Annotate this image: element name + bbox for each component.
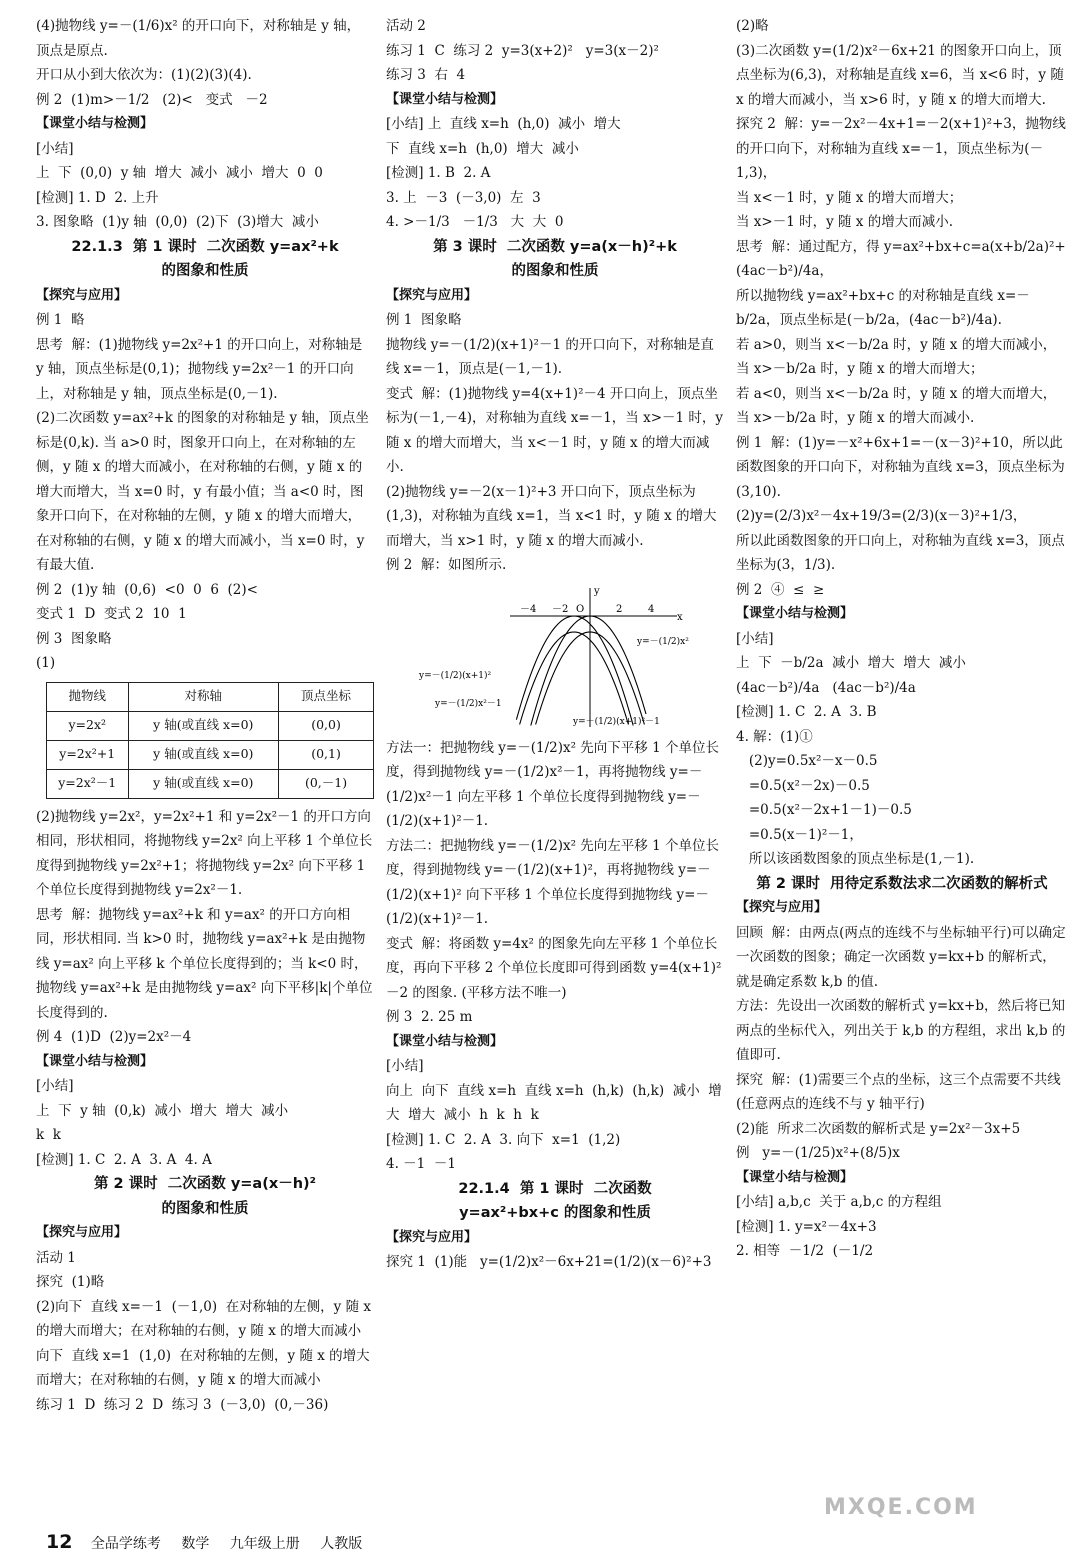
page-footer [46, 1530, 378, 1557]
answer-line: (4)抛物线 y=－(1/6)x² 的开口向下，对称轴是 y 轴， [36, 18, 361, 34]
answer-line: 例 2 ④ ≤ ≥ [736, 581, 825, 598]
watermark: MXQE.COM [824, 1495, 978, 1520]
subject: 数学 [181, 1536, 210, 1552]
lesson-title: 22.1.4 第 1 课时 二次函数 [458, 1180, 652, 1197]
answer-line: 探究 (1)略 [36, 1274, 105, 1290]
grade: 九年级上册 [229, 1536, 300, 1552]
table-cell: y 轴(或直线 x=0) [128, 711, 279, 740]
answer-line: (2)抛物线 y=－2(x－1)²+3 开口向下，顶点坐标为(1,3)，对称轴为直线 x=1，当 x<1 时，y 随 x 的增大而增大，当 x>1 时，y 随 x 的增大而减小. [386, 483, 717, 549]
lesson-title: 第 2 课时 用待定系数法求二次函数的解析式 [756, 875, 1048, 892]
lesson-title: y=ax²+bx+c 的图象和性质 [459, 1205, 651, 1221]
curve-label: y=－(1/2)(x+1)²－1 [573, 716, 660, 727]
answer-line: 探究 解：(1)需要三个点的坐标，这三个点需要不共线(任意两点的连线不与 y 轴平行) [736, 1071, 1061, 1112]
answer-line: 思考 解：抛物线 y=ax²+k 和 y=ax² 的开口方向相同，形状相同. 当 k>0 时，抛物线 y=ax²+k 是由抛物线 y=ax² 向上平移 k 个单位长度得到的；当 k<0 时，抛物线 y=ax²+k 是由抛物线 y=ax² 向下平移|k|个单位长度得到的. [36, 906, 373, 1021]
answer-line: 4. >－1/3 －1/3 大 大 0 [386, 214, 564, 230]
lesson-title: 的图象和性质 [511, 263, 599, 279]
answer-line: 变式 解：(1)抛物线 y=4(x+1)²－4 开口向上，顶点坐标为(－1,－4)，对称轴为直线 x=－1，当 x>－1 时，y 随 x 的增大而增大，当 x<－1 时，y 随 x 的增大而减小. [386, 385, 728, 475]
answer-line: 回顾 解：由两点(两点的连线不与坐标轴平行)可以确定一次函数的图象；确定一次函数 y=kx+b 的解析式，就是确定系数 k,b 的值. [736, 924, 1066, 990]
y-axis-label: y [594, 585, 600, 597]
answer-line: [检测] 1. B 2. A [386, 165, 491, 181]
tick-label: 2 [616, 603, 623, 615]
answer-line: [小结] [36, 140, 74, 157]
section-heading: 【探究与应用】 [386, 1229, 478, 1245]
answer-line: 下 直线 x=h (h,0) 增大 减小 [386, 140, 579, 157]
tick-label: －2 [552, 603, 569, 615]
table-row [47, 711, 374, 740]
table-cell: y 轴(或直线 x=0) [128, 740, 279, 769]
tick-label: －4 [520, 603, 537, 615]
curve-label: y=－(1/2)(x+1)² [419, 670, 492, 681]
answer-line: 活动 2 [386, 18, 426, 34]
answer-line: [检测] 1. C 2. A 3. A 4. A [36, 1151, 212, 1168]
answer-line: (3)二次函数 y=(1/2)x²－6x+21 的图象开口向上，顶点坐标为(6,3)，对称轴是直线 x=6，当 x<6 时，y 随 x 的增大而减小，当 x>6 时，y 随 x 的增大而增大. [736, 42, 1069, 108]
answer-line: (2)抛物线 y=2x²，y=2x²+1 和 y=2x²－1 的开口方向相同，形状相同，将抛物线 y=2x² 向上平移 1 个单位长度得到抛物线 y=2x²+1；将抛物线 y=2x² 向下平移 1 个单位长度得到抛物线 y=2x²－1. [36, 808, 373, 898]
table-cell: y=2x²－1 [47, 769, 129, 798]
answer-line: (2)向下 直线 x=－1 (－1,0) 在对称轴的左侧，y 随 x 的增大而增大；在对称轴的右侧，y 随 x 的增大而减小 向下 直线 x=1 (1,0) 在对称轴的左侧，y 随 x 的增大而增大；在对称轴的右侧，y 随 x 的增大而减小 [36, 1298, 376, 1388]
table-cell: y 轴(或直线 x=0) [128, 769, 279, 798]
page-number: 12 [46, 1531, 73, 1553]
answer-line: 例 1 图象略 [386, 312, 462, 328]
section-heading: 【探究与应用】 [736, 900, 828, 915]
section-heading: 【探究与应用】 [36, 1225, 128, 1240]
table-cell: (0,0) [279, 711, 374, 740]
x-axis-label: x [677, 611, 683, 623]
table-cell: (0,－1) [279, 769, 374, 798]
answer-line: =0.5(x²－2x)－0.5 [736, 777, 870, 794]
answer-line: (4ac－b²)/4a (4ac－b²)/4a [736, 679, 916, 696]
section-heading: 【探究与应用】 [36, 287, 128, 303]
lesson-title: 第 3 课时 二次函数 y=a(x－h)²+k [433, 238, 677, 255]
answer-line: =0.5(x²－2x+1－1)－0.5 [736, 802, 912, 818]
answer-line: 变式 解：将函数 y=4x² 的图象先向左平移 1 个单位长度，再向下平移 2 个单位长度即可得到函数 y=4(x+1)²－2 的图象. (平移方法不唯一) [386, 935, 722, 1001]
answer-line: 变式 1 D 变式 2 10 1 [36, 606, 187, 622]
answer-line: 4. －1 －1 [386, 1156, 456, 1172]
answer-line: 例 4 (1)D (2)y=2x²－4 [36, 1029, 192, 1045]
answer-line: (2)略 [736, 18, 769, 34]
origin-label: O [576, 603, 585, 615]
answer-line: [小结] 上 直线 x=h (h,0) 减小 增大 [386, 116, 621, 132]
table-row [47, 769, 374, 798]
section-heading: 【课堂小结与检测】 [36, 116, 154, 131]
answer-line: 若 a<0，则当 x<－b/2a 时，y 随 x 的增大而增大，当 x>－b/2a 时，y 随 x 的增大而减小. [736, 385, 1057, 426]
answer-line: 上 下 y 轴 (0,k) 减小 增大 增大 减小 [36, 1102, 289, 1119]
column-3 [736, 14, 1068, 1264]
answer-line: =0.5(x－1)²－1， [736, 826, 863, 843]
answer-line: (1) [36, 655, 56, 671]
answer-line: 抛物线 y=－(1/2)(x+1)²－1 的开口向下，对称轴是直线 x=－1，顶点是(－1,－1). [386, 336, 714, 377]
answer-line: (2)y=(2/3)x²－4x+19/3=(2/3)(x－3)²+1/3， [736, 508, 1027, 524]
answer-line: (2)二次函数 y=ax²+k 的图象的对称轴是 y 轴，顶点坐标是(0,k). 当 a>0 时，图象开口向上，在对称轴的左侧，y 随 x 的增大而减小，在对称轴的右侧，y 随 x 的增大而增大，当 x=0 时，y 有最小值；当 a<0 时，图象开口向下，在对称轴的左侧，y 随 x 的增大而增大，在对称轴的右侧，y 随 x 的增大而减小，当 x=0 时，y 有最大值. [36, 410, 369, 573]
answer-line: 例 1 解：(1)y=－x²+6x+1=－(x－3)²+10，所以此函数图象的开口向下，对称轴为直线 x=3，顶点坐标为(3,10). [736, 434, 1065, 500]
answer-line: 练习 1 C 练习 2 y=3(x+2)² y=3(x－2)² [386, 42, 659, 59]
section-heading: 【课堂小结与检测】 [36, 1053, 154, 1069]
answer-line: 3. 上 －3 (－3,0) 左 3 [386, 189, 541, 206]
section-heading: 【课堂小结与检测】 [386, 91, 504, 107]
lesson-title: 22.1.3 第 1 课时 二次函数 y=ax²+k [71, 238, 339, 255]
answer-line: 方法二：把抛物线 y=－(1/2)x² 先向左平移 1 个单位长度，得到抛物线 y=－(1/2)(x+1)²，再将抛物线 y=－(1/2)(x+1)² 向下平移 1 个单位长度得到抛物线 y=－(1/2)(x+1)²－1. [386, 837, 719, 927]
answer-line: 例 2 (1)m>－1/2 (2)< 变式 －2 [36, 91, 268, 108]
answer-line: 2. 相等 －1/2 (－1/2 [736, 1243, 874, 1259]
answer-line: 向上 向下 直线 x=h 直线 x=h (h,k) (h,k) 减小 增大 增大 减小 h k h k [386, 1082, 722, 1123]
section-heading: 【课堂小结与检测】 [386, 1033, 504, 1049]
parabola-table [46, 682, 374, 799]
column-1 [36, 14, 374, 1417]
answer-line: (2)能 所求二次函数的解析式是 y=2x²－3x+5 [736, 1120, 1021, 1137]
answer-line: 练习 3 右 4 [386, 67, 466, 83]
answer-line: 方法：先设出一次函数的解析式 y=kx+b，然后将已知两点的坐标代入，列出关于 k,b 的方程组，求出 k,b 的值即可. [736, 998, 1066, 1063]
lesson-title: 第 2 课时 二次函数 y=a(x－h)² [94, 1176, 316, 1192]
table-header-cell: 抛物线 [47, 682, 129, 711]
parabola-curve [520, 632, 629, 725]
answer-line: [小结] [736, 630, 774, 647]
section-heading: 【探究与应用】 [386, 287, 478, 303]
edition: 人教版 [320, 1536, 363, 1552]
section-heading: 【课堂小结与检测】 [736, 606, 854, 621]
answer-line: [检测] 1. C 2. A 3. 向下 x=1 (1,2) [386, 1131, 621, 1148]
answer-line: 3. 图象略 (1)y 轴 (0,0) (2)下 (3)增大 减小 [36, 214, 319, 230]
answer-line: 思考 解：(1)抛物线 y=2x²+1 的开口向上，对称轴是 y 轴，顶点坐标是(0,1)；抛物线 y=2x²－1 的开口向上，对称轴是 y 轴，顶点坐标是(0,－1). [36, 336, 367, 402]
table-header-cell: 对称轴 [128, 682, 279, 711]
answer-line: 上 下 －b/2a 减小 增大 增大 减小 [736, 655, 966, 671]
answer-line: [检测] 1. C 2. A 3. B [736, 704, 877, 720]
answer-line: 所以该函数图象的顶点坐标是(1,－1). [736, 851, 975, 867]
answer-line: [小结] [36, 1078, 74, 1094]
lesson-title: 的图象和性质 [161, 263, 249, 279]
answer-line: 例 y=－(1/25)x²+(8/5)x [736, 1145, 900, 1161]
answer-line: 方法一：把抛物线 y=－(1/2)x² 先向下平移 1 个单位长度，得到抛物线 y=－(1/2)x²－1，再将抛物线 y=－(1/2)x²－1 向左平移 1 个单位长度得到抛物线 y=－(1/2)(x+1)²－1. [386, 739, 719, 829]
table-cell: y=2x²+1 [47, 740, 129, 769]
table-cell: (0,1) [279, 740, 374, 769]
answer-line: 上 下 (0,0) y 轴 增大 减小 减小 增大 0 0 [36, 165, 323, 181]
answer-line: 探究 1 (1)能 y=(1/2)x²－6x+21=(1/2)(x－6)²+3 [386, 1254, 712, 1270]
answer-line: 所以此函数图象的开口向上，对称轴为直线 x=3，顶点坐标为(3，1/3). [736, 532, 1065, 573]
answer-line: 探究 2 解：y=－2x²－4x+1=－2(x+1)²+3，抛物线的开口向下，对称轴为直线 x=－1，顶点坐标为(－1,3)， [736, 116, 1066, 181]
column-2 [386, 14, 728, 1275]
tick-label: 4 [648, 603, 655, 615]
answer-line: 4. 解：(1)① [736, 728, 813, 745]
answer-line: k k [36, 1127, 61, 1143]
answer-line: 开口从小到大依次为：(1)(2)(3)(4). [36, 67, 252, 83]
answer-line: 练习 1 D 练习 2 D 练习 3 (－3,0) (0,－36) [36, 1396, 329, 1413]
answer-line: [小结] [386, 1058, 424, 1074]
answer-line: 例 1 略 [36, 312, 85, 328]
answer-line: 例 3 2. 25 m [386, 1009, 473, 1025]
answer-line: [检测] 1. D 2. 上升 [36, 189, 159, 206]
answer-line: 当 x<－1 时，y 随 x 的增大而增大； [736, 189, 963, 206]
table-cell: y=2x² [47, 711, 129, 740]
answer-line: 所以抛物线 y=ax²+bx+c 的对称轴是直线 x=－b/2a，顶点坐标是(－b/2a，(4ac－b²)/4a). [736, 287, 1030, 328]
answer-line: 例 2 (1)y 轴 (0,6) <0 0 6 (2)< [36, 581, 258, 598]
lesson-title: 的图象和性质 [161, 1200, 249, 1217]
table-header-cell: 顶点坐标 [279, 682, 374, 711]
curve-label: y=－(1/2)x² [637, 636, 689, 647]
parabola-graph [415, 582, 695, 732]
section-heading: 【课堂小结与检测】 [736, 1169, 854, 1185]
book-title: 全品学练考 [90, 1536, 161, 1552]
answer-line: 顶点是原点. [36, 42, 108, 59]
answer-line: 例 2 解：如图所示. [386, 557, 507, 573]
table-row [47, 740, 374, 769]
answer-line: 若 a>0，则当 x<－b/2a 时，y 随 x 的增大而减小，当 x>－b/2a 时，y 随 x 的增大而增大； [736, 336, 1057, 377]
answer-line: 例 3 图象略 [36, 630, 112, 647]
answer-line: 活动 1 [36, 1249, 76, 1266]
answer-line: [小结] a,b,c 关于 a,b,c 的方程组 [736, 1194, 942, 1210]
answer-line: [检测] 1. y=x²－4x+3 [736, 1218, 877, 1235]
answer-line: 当 x>－1 时，y 随 x 的增大而减小. [736, 214, 954, 230]
answer-line: 思考 解：通过配方，得 y=ax²+bx+c=a(x+b/2a)²+(4ac－b²)/4a， [736, 238, 1066, 279]
answer-line: (2)y=0.5x²－x－0.5 [736, 753, 878, 769]
curve-label: y=－(1/2)x²－1 [435, 698, 502, 709]
